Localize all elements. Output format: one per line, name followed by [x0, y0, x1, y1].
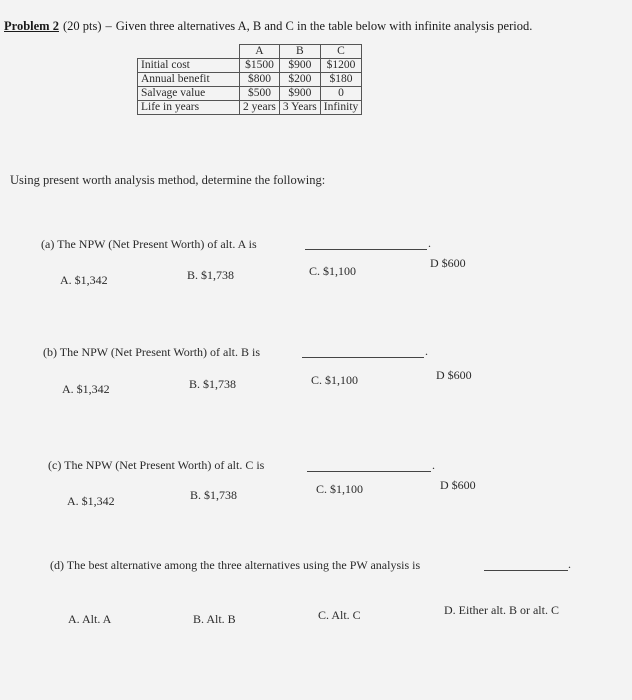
question-d-option-b[interactable]: B. Alt. B: [193, 612, 236, 626]
question-a-option-c[interactable]: C. $1,100: [309, 264, 357, 278]
question-a-label: (a): [41, 237, 55, 251]
question-d-option-a[interactable]: A. Alt. A: [68, 612, 112, 626]
column-header-c: C: [320, 45, 362, 59]
problem-statement: Given three alternatives A, B and C in the table below with infinite analysis period.: [115, 19, 533, 33]
table-cell: $500: [240, 87, 280, 101]
table-cell: $200: [279, 73, 320, 87]
table-row: [138, 101, 362, 115]
table-cell: $180: [320, 73, 362, 87]
question-b-period: .: [425, 344, 428, 358]
question-d-answer-blank[interactable]: [484, 570, 568, 571]
row-label-initial-cost: Initial cost: [138, 59, 240, 73]
question-d-period: .: [568, 557, 571, 571]
table-row: [138, 59, 362, 73]
row-label-salvage-value: Salvage value: [138, 87, 240, 101]
table-row: [138, 73, 362, 87]
question-c-period: .: [432, 458, 435, 472]
question-c-option-a[interactable]: A. $1,342: [67, 494, 115, 508]
problem-label: Problem 2: [4, 19, 59, 33]
question-c-option-b[interactable]: B. $1,738: [190, 488, 238, 502]
question-a-option-a[interactable]: A. $1,342: [60, 273, 108, 287]
question-d-label: (d): [50, 558, 64, 572]
question-b-option-b[interactable]: B. $1,738: [189, 377, 237, 391]
question-a-option-b[interactable]: B. $1,738: [187, 268, 235, 282]
table-row: [138, 87, 362, 101]
question-b: [43, 345, 260, 360]
table-header-row: [138, 45, 362, 59]
column-header-a: A: [240, 45, 280, 59]
question-a-period: .: [428, 236, 431, 250]
question-c: [48, 458, 264, 473]
row-label-annual-benefit: Annual benefit: [138, 73, 240, 87]
question-c-option-c[interactable]: C. $1,100: [316, 482, 364, 496]
problem-header: [4, 19, 532, 34]
question-d-option-d[interactable]: D. Either alt. B or alt. C: [444, 603, 559, 617]
question-d: [50, 558, 420, 573]
instruction-text: Using present worth analysis method, determine the following:: [10, 173, 326, 187]
table-corner-cell: [138, 45, 240, 59]
table-cell: $900: [279, 59, 320, 73]
question-a-option-d[interactable]: D $600: [430, 256, 466, 270]
table-cell: $900: [279, 87, 320, 101]
question-b-option-a[interactable]: A. $1,342: [62, 382, 110, 396]
table-cell: $1200: [320, 59, 362, 73]
table-cell: $800: [240, 73, 280, 87]
question-c-text: The NPW (Net Present Worth) of alt. C is: [64, 458, 265, 472]
question-b-answer-blank[interactable]: [302, 357, 424, 358]
table-cell: $1500: [240, 59, 280, 73]
question-a-answer-blank[interactable]: [305, 249, 427, 250]
question-b-label: (b): [43, 345, 57, 359]
question-c-label: (c): [48, 458, 62, 472]
alternatives-table: [137, 44, 362, 115]
question-b-option-c[interactable]: C. $1,100: [311, 373, 359, 387]
question-a: [41, 237, 257, 252]
table-cell: Infinity: [320, 101, 362, 115]
question-d-text: The best alternative among the three alternatives using the PW analysis is: [66, 558, 421, 572]
table-cell: 2 years: [240, 101, 280, 115]
table-cell: 0: [320, 87, 362, 101]
table-cell: 3 Years: [279, 101, 320, 115]
question-c-answer-blank[interactable]: [307, 471, 431, 472]
question-b-text: The NPW (Net Present Worth) of alt. B is: [59, 345, 261, 359]
question-b-option-d[interactable]: D $600: [436, 368, 472, 382]
row-label-life-in-years: Life in years: [138, 101, 240, 115]
problem-points: (20 pts): [62, 19, 102, 33]
question-c-option-d[interactable]: D $600: [440, 478, 476, 492]
column-header-b: B: [279, 45, 320, 59]
question-a-text: The NPW (Net Present Worth) of alt. A is: [57, 237, 257, 251]
header-dash: –: [105, 19, 112, 33]
question-d-option-c[interactable]: C. Alt. C: [318, 608, 361, 622]
